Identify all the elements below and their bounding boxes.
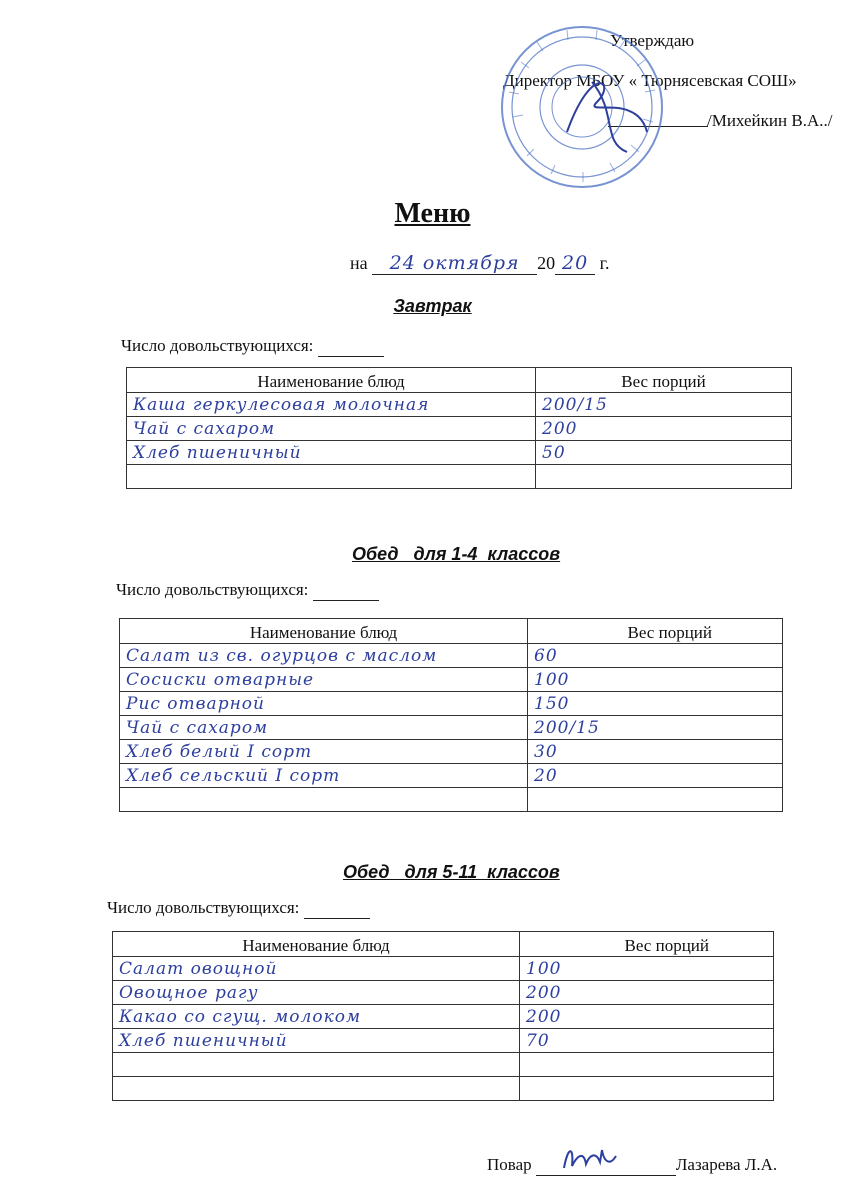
dish-name bbox=[127, 465, 536, 489]
table-row bbox=[120, 644, 783, 668]
table-header-row bbox=[127, 368, 792, 393]
table-row bbox=[127, 465, 792, 489]
table-row bbox=[113, 981, 774, 1005]
dish-name: Рис отварной bbox=[120, 692, 528, 716]
lunch-1-4-heading: Обед для 1-4 классов bbox=[352, 544, 561, 564]
dish-name: Хлеб белый I сорт bbox=[120, 740, 528, 764]
lunch-5-11-count-label: Число довольствующихся: bbox=[107, 898, 300, 917]
dish-weight: 200 bbox=[520, 1005, 774, 1029]
dish-weight: 100 bbox=[528, 668, 783, 692]
dish-weight: 200/15 bbox=[536, 393, 792, 417]
lunch-1-4-count-label: Число довольствующихся: bbox=[116, 580, 309, 599]
table-row bbox=[113, 957, 774, 981]
table-header-row bbox=[120, 619, 783, 644]
dish-name bbox=[120, 788, 528, 812]
dish-weight bbox=[520, 1053, 774, 1077]
date-day-month: 24 октября bbox=[372, 252, 537, 275]
dish-weight: 70 bbox=[520, 1029, 774, 1053]
dish-name: Чай с сахаром bbox=[120, 716, 528, 740]
table-row bbox=[113, 1053, 774, 1077]
cook-signature bbox=[560, 1142, 620, 1176]
table-row bbox=[113, 1029, 774, 1053]
cook-line bbox=[487, 1155, 777, 1176]
page-title: Меню bbox=[394, 198, 471, 229]
cook-name: Лазарева Л.А. bbox=[675, 1155, 778, 1174]
breakfast-count bbox=[121, 336, 384, 357]
dish-name: Хлеб пшеничный bbox=[113, 1029, 520, 1053]
breakfast-table bbox=[126, 367, 792, 489]
table-row bbox=[120, 740, 783, 764]
dish-weight: 200 bbox=[520, 981, 774, 1005]
lunch-5-11-heading: Обед для 5-11 классов bbox=[343, 862, 560, 882]
dish-name bbox=[113, 1053, 520, 1077]
table-row bbox=[120, 764, 783, 788]
col-header-weight: Вес порций bbox=[520, 932, 774, 957]
lunch-5-11-count bbox=[107, 898, 370, 919]
col-header-dish: Наименование блюд bbox=[113, 932, 520, 957]
table-row bbox=[120, 788, 783, 812]
date-year-suffix: 20 bbox=[555, 252, 595, 275]
dish-name: Салат из св. огурцов с маслом bbox=[120, 644, 528, 668]
dish-name: Хлеб сельский I сорт bbox=[120, 764, 528, 788]
dish-weight: 200 bbox=[536, 417, 792, 441]
col-header-weight: Вес порций bbox=[536, 368, 792, 393]
school-stamp bbox=[497, 22, 667, 192]
dish-weight: 200/15 bbox=[528, 716, 783, 740]
dish-weight bbox=[536, 465, 792, 489]
dish-name: Каша геркулесовая молочная bbox=[127, 393, 536, 417]
dish-name bbox=[113, 1077, 520, 1101]
table-row bbox=[127, 393, 792, 417]
approval-signature-name: /Михейкин В.А../ bbox=[707, 111, 833, 130]
date-prefix: на bbox=[350, 253, 368, 273]
dish-weight: 150 bbox=[528, 692, 783, 716]
table-row bbox=[127, 441, 792, 465]
table-header-row bbox=[113, 932, 774, 957]
dish-weight bbox=[528, 788, 783, 812]
table-row bbox=[120, 692, 783, 716]
cook-label: Повар bbox=[487, 1155, 532, 1174]
table-row bbox=[113, 1005, 774, 1029]
dish-name: Хлеб пшеничный bbox=[127, 441, 536, 465]
dish-weight: 50 bbox=[536, 441, 792, 465]
dish-name: Салат овощной bbox=[113, 957, 520, 981]
table-row bbox=[113, 1077, 774, 1101]
dish-weight: 30 bbox=[528, 740, 783, 764]
approval-word: Утверждаю bbox=[610, 31, 695, 50]
lunch-1-4-count bbox=[116, 580, 379, 601]
table-row bbox=[120, 716, 783, 740]
director-signature bbox=[567, 82, 647, 152]
date-line bbox=[350, 252, 609, 275]
col-header-weight: Вес порций bbox=[528, 619, 783, 644]
dish-name: Чай с сахаром bbox=[127, 417, 536, 441]
lunch-1-4-table bbox=[119, 618, 783, 812]
dish-name: Овощное рагу bbox=[113, 981, 520, 1005]
dish-weight bbox=[520, 1077, 774, 1101]
col-header-dish: Наименование блюд bbox=[120, 619, 528, 644]
dish-name: Какао со сгущ. молоком bbox=[113, 1005, 520, 1029]
breakfast-count-label: Число довольствующихся: bbox=[121, 336, 314, 355]
col-header-dish: Наименование блюд bbox=[127, 368, 536, 393]
dish-weight: 100 bbox=[520, 957, 774, 981]
table-row bbox=[120, 668, 783, 692]
table-row bbox=[127, 417, 792, 441]
dish-weight: 60 bbox=[528, 644, 783, 668]
dish-weight: 20 bbox=[528, 764, 783, 788]
approval-director: Директор МБОУ « Тюрнясевская СОШ» bbox=[503, 71, 797, 90]
breakfast-heading: Завтрак bbox=[393, 296, 472, 316]
date-year-prefix: 20 bbox=[537, 253, 556, 273]
date-suffix: г. bbox=[599, 253, 610, 273]
dish-name: Сосиски отварные bbox=[120, 668, 528, 692]
lunch-5-11-table bbox=[112, 931, 774, 1101]
